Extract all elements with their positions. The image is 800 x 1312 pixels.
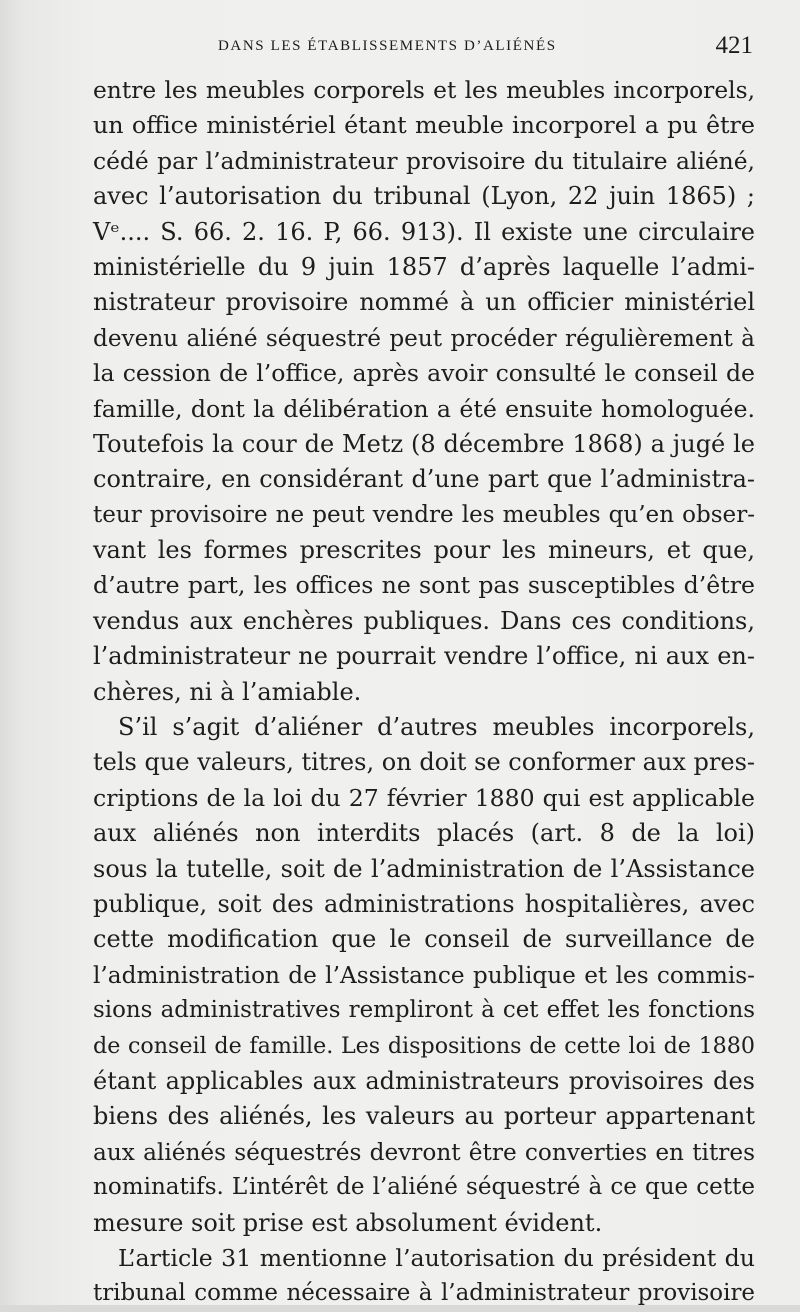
text-line: cette modification que le conseil de surveillance de [93, 925, 755, 954]
text-line: entre les meubles corporels et les meubles incorporels, [93, 76, 755, 104]
body-text [93, 73, 755, 1312]
text-line: Toutefois la cour de Metz (8 décembre 1868) a jugé le [93, 429, 755, 458]
text-line: d’autre part, les offices ne sont pas susceptibles d’être [93, 571, 755, 600]
text-line: famille, dont la délibération a été ensuite homologuée. [93, 394, 755, 423]
text-line: aux aliénés non interdits placés (art. 8 de la loi) [93, 819, 755, 848]
text-line: cédé par l’administrateur provisoire du titulaire aliéné, [93, 146, 755, 175]
text-line: la cession de l’office, après avoir consulté le conseil de [93, 359, 755, 388]
text-line: étant applicables aux administrateurs provisoires des [93, 1066, 755, 1095]
text-line: contraire, en considérant d’une part que l’administra- [93, 465, 755, 494]
paragraph-2 [93, 710, 755, 1241]
text-line: mesure soit prise est absolument évident. [93, 1208, 603, 1237]
text-line: chères, ni à l’amiable. [93, 677, 362, 706]
text-line: avec l’autorisation du tribunal (Lyon, 22 juin 1865) ; [93, 182, 755, 211]
text-line: publique, soit des administrations hospitalières, avec [93, 889, 755, 918]
text-line: l’administrateur ne pourrait vendre l’office, ni aux en- [93, 642, 755, 671]
text-line: l’administration de l’Assistance publique et les commis- [93, 961, 755, 989]
text-line: vendus aux enchères publiques. Dans ces conditions, [93, 606, 755, 635]
running-head [93, 34, 753, 64]
text-line: criptions de la loi du 27 février 1880 qui est applicable [93, 783, 755, 812]
text-line: ministérielle du 9 juin 1857 d’après laquelle l’admi- [93, 252, 755, 281]
text-line: vant les formes prescrites pour les mineurs, et que, [93, 536, 755, 565]
text-line: L’article 31 mentionne l’autorisation du président du [118, 1243, 755, 1272]
text-line: teur provisoire ne peut vendre les meubles qu’en obser- [93, 501, 755, 528]
text-line: nistrateur provisoire nommé à un officier ministériel [93, 288, 755, 317]
text-line: aux aliénés séquestrés devront être converties en titres [93, 1138, 755, 1166]
text-line: tribunal comme nécessaire à l’administrateur provisoire [93, 1280, 755, 1307]
paragraph-1 [93, 73, 755, 710]
text-line: Vᵉ.... S. 66. 2. 16. P, 66. 913). Il existe une circulaire [93, 217, 755, 246]
text-line: sous la tutelle, soit de l’administration de l’Assistance [93, 854, 755, 883]
text-line: devenu aliéné séquestré peut procéder régulièrement à [93, 324, 755, 352]
text-line: sions administratives rempliront à cet effet les fonctions [93, 997, 755, 1024]
page-number: 421 [715, 32, 753, 59]
text-line: nominatifs. L’intérêt de l’aliéné séquestré à ce que cette [93, 1174, 755, 1201]
paragraph-3 [93, 1241, 755, 1312]
text-line: tels que valeurs, titres, on doit se conformer aux pres- [93, 748, 755, 777]
text-line: un office ministériel étant meuble incorporel a pu être [93, 111, 755, 140]
text-line: de conseil de famille. Les dispositions de cette loi de 1880 [93, 1032, 755, 1059]
running-head-title: DANS LES ÉTABLISSEMENTS D’ALIÉNÉS [218, 38, 557, 54]
text-line: biens des aliénés, les valeurs au porteur appartenant [93, 1102, 755, 1131]
text-line: S’il s’agit d’aliéner d’autres meubles incorporels, [118, 713, 755, 742]
